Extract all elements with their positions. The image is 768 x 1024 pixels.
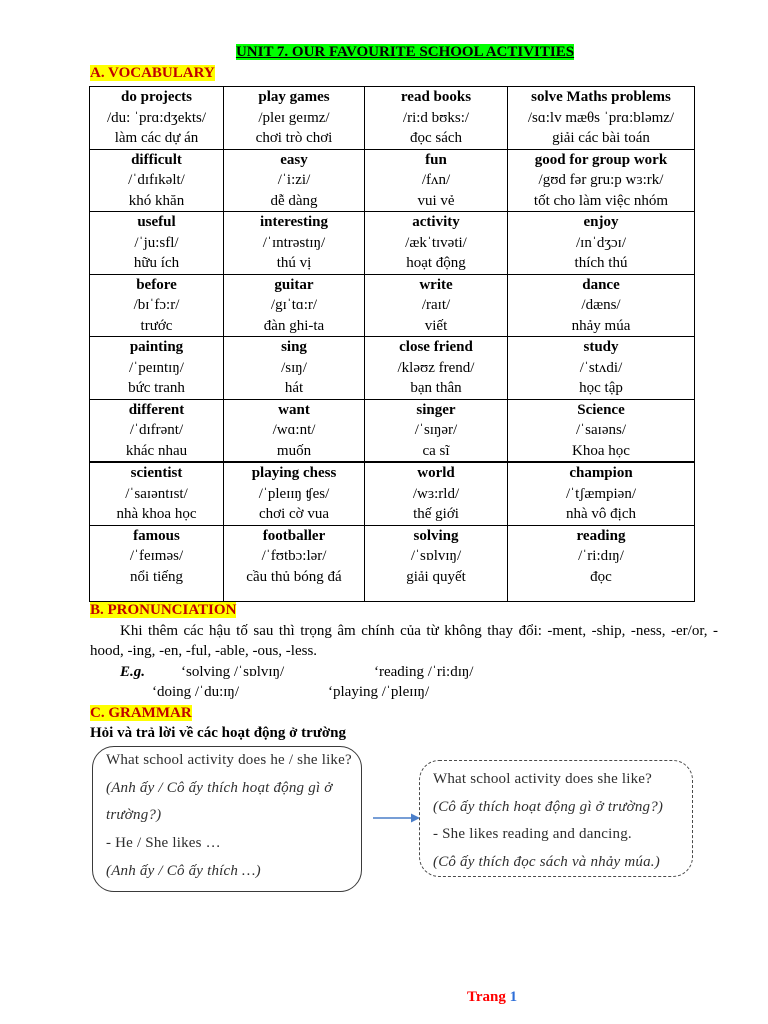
vocabulary-word: world [417,465,455,482]
vocabulary-ipa: /gʊd fər gru:p wɜ:rk/ [538,172,664,189]
vocabulary-ipa: /ˈsaɪəntɪst/ [125,485,188,502]
vocabulary-row [90,212,695,275]
vocabulary-cell [90,337,224,400]
vocabulary-cell [365,337,508,400]
vocabulary-ipa: /ˈɪntrəstɪŋ/ [262,234,326,251]
vocabulary-ipa: /sɪŋ/ [281,359,307,376]
vocabulary-row [90,525,695,601]
vocabulary-word: different [128,401,185,418]
vocabulary-row [90,87,695,150]
vocabulary-cell [90,149,224,212]
vocabulary-meaning: giải các bài toán [552,130,650,146]
vocabulary-heading [90,63,215,84]
pronunciation-heading [90,600,718,621]
vocabulary-cell [508,399,695,462]
vocabulary-ipa: /ækˈtɪvəti/ [405,234,467,251]
pattern-answer: - He / She likes … [106,835,221,852]
vocabulary-ipa: /ˈri:dɪŋ/ [578,548,624,565]
example-word: ‘playing /ˈpleɪɪŋ/ [328,684,430,700]
vocabulary-cell [365,399,508,462]
pattern-answer-translation: (Anh ấy / Cô ấy thích …) [106,862,261,879]
vocabulary-row [90,337,695,400]
vocabulary-cell [224,274,365,337]
example-label: E.g. [120,663,146,680]
grammar-heading-text: C. GRAMMAR [90,704,192,721]
grammar-heading [90,703,718,724]
vocabulary-word: interesting [259,214,329,231]
vocabulary-ipa: /gɪˈtɑ:r/ [270,297,318,314]
vocabulary-meaning: thú vị [276,255,312,272]
vocabulary-cell [365,87,508,150]
vocabulary-word: play games [258,89,330,105]
vocabulary-word: fun [425,151,447,168]
vocabulary-cell [508,212,695,275]
vocabulary-ipa: /ˈdɪfɪkəlt/ [128,172,185,189]
vocabulary-meaning: bức tranh [128,380,185,397]
vocabulary-word: sing [281,339,307,356]
vocabulary-word: do projects [121,89,192,105]
vocabulary-word: footballer [262,527,326,544]
pronunciation-heading-text: B. PRONUNCIATION [90,602,237,618]
page-title [90,42,720,63]
vocabulary-cell [508,462,695,525]
vocabulary-meaning: ca sĩ [422,442,450,459]
vocabulary-ipa: /ˈpeɪntɪŋ/ [129,359,184,376]
vocabulary-ipa: /ˈfʊtbɔ:lər/ [261,548,327,565]
vocabulary-ipa: /ˈtʃæmpiən/ [566,485,636,502]
vocabulary-meaning: nhảy múa [571,317,631,334]
example-answer: - She likes reading and dancing. [433,826,632,843]
vocabulary-meaning: đọc [590,568,612,585]
pronunciation-rule: Khi thêm các hậu tố sau thì trọng âm chính của từ không thay đổi: -ment, -ship, -ness, -er/or, -hood, -ing, -en, -ful, -able, -ous, -less. [90,622,718,659]
vocabulary-row [90,462,695,525]
vocabulary-word: painting [129,339,184,356]
page-title-text: UNIT 7. OUR FAVOURITE SCHOOL ACTIVITIES [235,44,575,60]
vocabulary-cell [224,337,365,400]
vocabulary-ipa: /kləʊz frend/ [397,359,475,376]
vocabulary-meaning: thích thú [574,255,628,272]
vocabulary-word: want [278,401,310,418]
vocabulary-word: enjoy [583,214,619,231]
vocabulary-row [90,399,695,462]
vocabulary-heading-text: A. VOCABULARY [90,65,215,81]
vocabulary-meaning: khác nhau [125,442,188,459]
vocabulary-word: champion [569,465,633,482]
vocabulary-meaning: giải quyết [406,568,466,585]
vocabulary-ipa: /du: ˈprɑ:dʒekts/ [106,109,207,126]
vocabulary-ipa: /wɑ:nt/ [272,422,316,439]
vocabulary-ipa: /raɪt/ [421,297,451,314]
vocabulary-meaning: nhà khoa học [116,506,197,523]
vocabulary-cell [365,525,508,601]
example-answer-translation: (Cô ấy thích đọc sách và nhảy múa.) [433,854,660,871]
vocabulary-ipa: /ˈfeɪməs/ [129,548,184,565]
vocabulary-word: Science [577,401,625,418]
arrow-right-icon [370,810,422,826]
vocabulary-cell [224,462,365,525]
example-word: ‘reading /ˈri:dɪŋ/ [374,663,474,680]
vocabulary-word: singer [416,401,456,418]
vocabulary-ipa: /pleɪ geɪmz/ [258,109,330,126]
vocabulary-word: solve Maths problems [531,89,671,105]
vocabulary-word: guitar [274,276,314,293]
vocabulary-cell [224,212,365,275]
vocabulary-meaning: cầu thủ bóng đá [246,568,342,585]
vocabulary-ipa: /fʌn/ [421,172,451,189]
vocabulary-word: useful [137,214,176,231]
vocabulary-cell [508,274,695,337]
vocabulary-word: dance [582,276,620,293]
vocabulary-meaning: trước [140,317,173,334]
grammar-pattern-box [92,746,362,892]
vocabulary-meaning: đàn ghi-ta [263,317,325,334]
vocabulary-word: scientist [130,465,183,482]
vocabulary-word: reading [576,527,626,544]
vocabulary-cell [508,525,695,601]
vocabulary-ipa: /wɜ:rld/ [412,485,460,502]
vocabulary-meaning: Khoa học [572,442,630,459]
vocabulary-meaning: bạn thân [410,380,462,397]
vocabulary-meaning: chơi trò chơi [255,130,333,146]
example-line-2 [90,682,718,703]
vocabulary-ipa: /ɪnˈdʒɔɪ/ [576,234,626,251]
vocabulary-cell [90,525,224,601]
vocabulary-word: write [419,276,453,293]
vocabulary-ipa: /ˈi:zi/ [277,172,311,189]
vocabulary-word: good for group work [534,151,668,168]
vocabulary-cell [365,149,508,212]
vocabulary-ipa: /bɪˈfɔ:r/ [133,297,180,314]
page-number: 1 [509,989,518,1005]
vocabulary-ipa: /dæns/ [581,297,621,314]
vocabulary-ipa: /ri:d bʊks:/ [402,109,470,126]
vocabulary-meaning: dễ dàng [270,192,318,209]
vocabulary-meaning: vui vẻ [417,192,455,209]
vocabulary-meaning: chơi cờ vua [258,506,329,523]
vocabulary-meaning: hát [284,380,304,397]
pattern-question: What school activity does he / she like? [106,752,352,768]
example-word: ‘solving /ˈsɒlvɪŋ/ [181,663,285,680]
vocabulary-cell [90,87,224,150]
vocabulary-ipa: /sɑ:lv mæθs ˈprɑ:bləmz/ [527,109,675,126]
vocabulary-cell [224,149,365,212]
vocabulary-word: easy [280,151,308,168]
vocabulary-ipa: /ˈsɒlvɪŋ/ [410,548,462,565]
example-question-translation: (Cô ấy thích hoạt động gì ở trường?) [433,798,664,815]
vocabulary-row [90,149,695,212]
vocabulary-word: difficult [131,151,182,168]
vocabulary-meaning: làm các dự án [114,130,199,146]
vocabulary-word: read books [400,89,472,105]
vocabulary-ipa: /ˈju:sfl/ [134,234,179,251]
vocabulary-ipa: /ˈsaɪəns/ [576,422,626,439]
vocabulary-word: solving [413,527,459,544]
vocabulary-meaning: khó khăn [128,192,185,209]
vocabulary-meaning: đọc sách [409,130,463,146]
example-question: What school activity does she like? [433,771,653,787]
vocabulary-cell [90,399,224,462]
vocabulary-ipa: /ˈstʌdi/ [579,359,623,376]
pattern-question-translation: (Anh ấy / Cô ấy thích hoạt động gì ở trường?) [106,779,333,824]
vocabulary-cell [224,525,365,601]
vocabulary-cell [90,462,224,525]
vocabulary-meaning: nhà vô địch [566,506,636,523]
vocabulary-meaning: hoạt động [406,255,466,272]
vocabulary-meaning: viết [424,317,448,334]
vocabulary-cell [90,274,224,337]
vocabulary-cell [365,274,508,337]
example-line-1 [90,662,718,683]
vocabulary-cell [365,462,508,525]
pronunciation-grammar-block [90,600,718,744]
vocabulary-cell [508,87,695,150]
vocabulary-meaning: thế giới [413,506,459,523]
grammar-subheading: Hỏi và trả lời về các hoạt động ở trường [90,725,346,741]
vocabulary-cell [365,212,508,275]
vocabulary-meaning: hữu ích [133,255,180,272]
vocabulary-word: close friend [399,339,473,356]
vocabulary-ipa: /ˈdɪfrənt/ [129,422,184,439]
vocabulary-ipa: /ˈsɪŋər/ [414,422,458,439]
vocabulary-word: activity [412,214,460,231]
vocabulary-cell [224,87,365,150]
vocabulary-cell [224,399,365,462]
vocabulary-meaning: học tập [579,380,623,397]
vocabulary-word: before [136,276,177,293]
vocabulary-ipa: /ˈpleɪɪŋ ʧes/ [258,485,330,502]
vocabulary-cell [508,337,695,400]
vocabulary-meaning: nổi tiếng [130,568,183,585]
grammar-example-box [419,760,693,877]
vocabulary-word: famous [133,527,180,544]
vocabulary-cell [90,212,224,275]
vocabulary-word: playing chess [251,465,337,482]
vocabulary-row [90,274,695,337]
vocabulary-cell [508,149,695,212]
vocabulary-word: study [583,339,619,356]
page-footer [467,987,517,1008]
vocabulary-meaning: tốt cho làm việc nhóm [533,192,669,209]
vocabulary-meaning: muốn [276,442,312,459]
vocabulary-table-body [90,87,695,602]
example-word: ‘doing /ˈdu:ɪŋ/ [152,684,239,700]
vocabulary-table [89,86,695,602]
page-label: Trang [467,989,506,1005]
